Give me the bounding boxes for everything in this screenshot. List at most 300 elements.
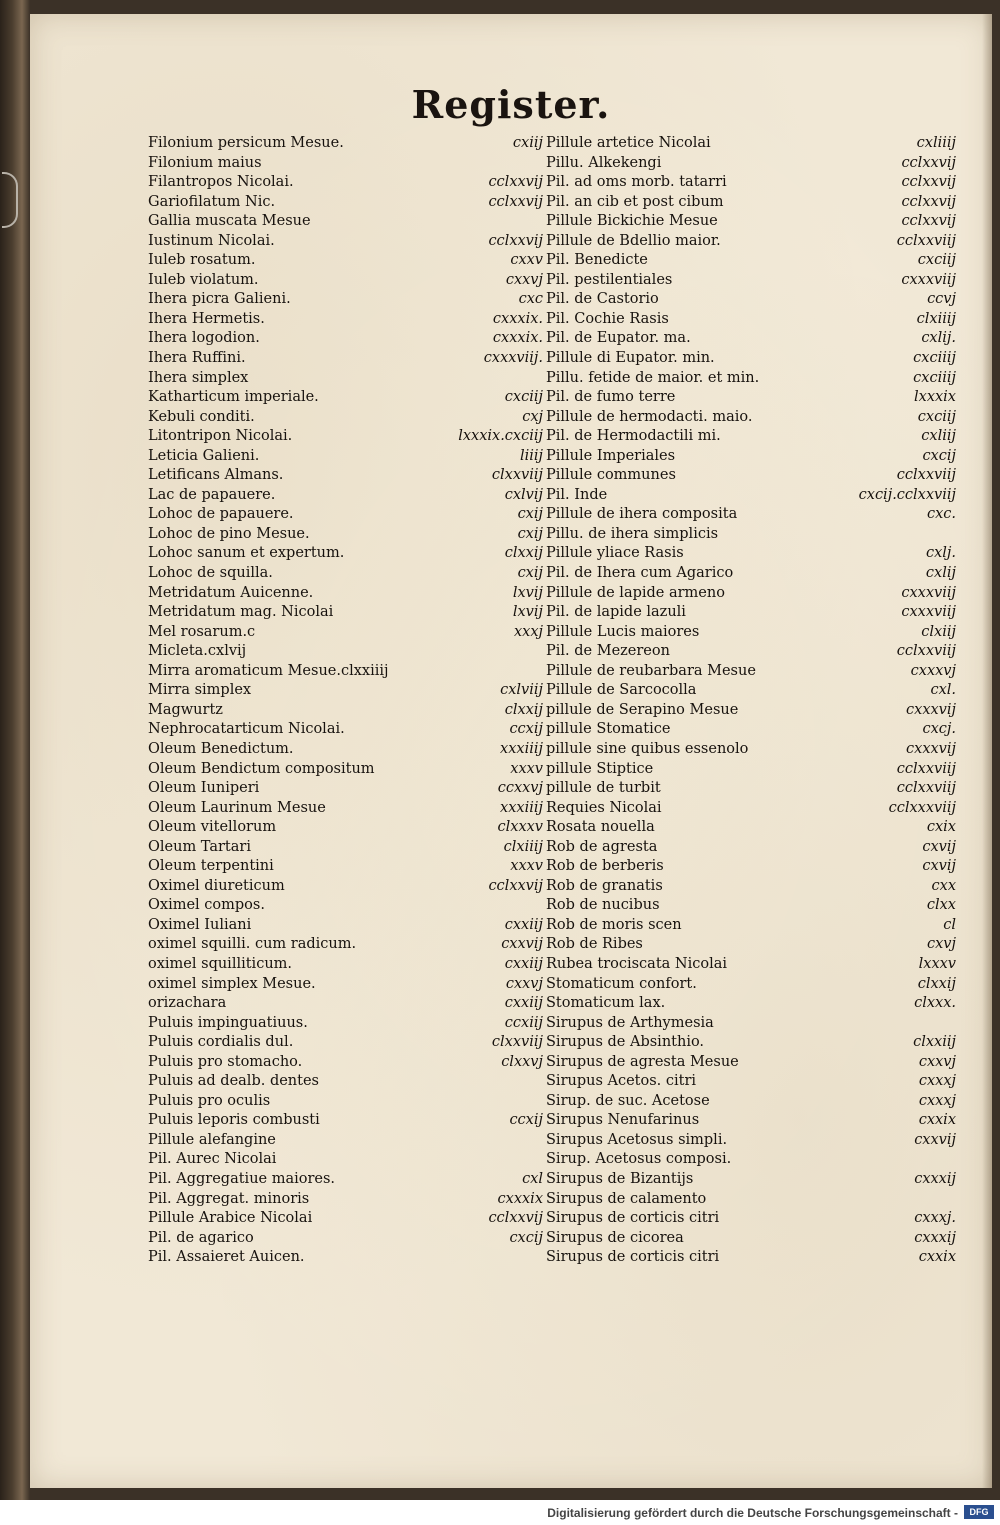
footer-bar	[0, 1500, 1000, 1525]
entry-folio-ref: cxliij	[921, 428, 956, 445]
entry-folio-ref: cxl	[522, 1170, 543, 1187]
entry-name: Pillule yliace Rasis	[546, 545, 684, 562]
entry-name: Puluis pro stomacho.	[148, 1053, 303, 1070]
entry-folio-ref: cclxxvij	[488, 193, 543, 210]
entry-name: Pil. de lapide lazuli	[546, 604, 686, 621]
register-entry	[546, 232, 956, 252]
entry-folio-ref: xxxiiij	[500, 799, 543, 816]
entry-name: Pillu. Alkekengi	[546, 154, 662, 171]
register-entry	[546, 1033, 956, 1053]
entry-folio-ref: cl	[943, 916, 956, 933]
entry-folio-ref: cclxxviij	[896, 232, 956, 249]
register-entry	[546, 623, 956, 643]
register-entry	[148, 1209, 543, 1229]
entry-name: Pil. Aggregatiue maiores.	[148, 1170, 336, 1187]
right-column	[546, 134, 956, 1268]
entry-name: Oleum Benedictum.	[148, 740, 294, 757]
entry-folio-ref: cxl.	[930, 682, 956, 699]
entry-name: Puluis leporis combusti	[148, 1112, 320, 1129]
entry-folio-ref: lxxxix.cxciij	[458, 428, 543, 445]
entry-folio-ref: cclxxviij	[896, 780, 956, 797]
register-entry	[148, 975, 543, 995]
entry-name: pillule sine quibus essenolo	[546, 740, 749, 757]
entry-folio-ref: cxxvij	[914, 1131, 956, 1148]
register-entry	[148, 1092, 543, 1112]
entry-name: Magwurtz	[148, 701, 223, 718]
entry-name: Lohoc de pino Mesue.	[148, 525, 310, 542]
entry-name: Pil. de Eupator. ma.	[546, 330, 691, 347]
register-entry	[148, 134, 543, 154]
register-entry	[546, 447, 956, 467]
entry-folio-ref: cxvij	[922, 838, 956, 855]
register-entry	[148, 760, 543, 780]
register-entry	[546, 329, 956, 349]
entry-name: Kebuli conditi.	[148, 408, 255, 425]
entry-name: Puluis impinguatiuus.	[148, 1014, 308, 1031]
entry-name: Mel rosarum.c	[148, 623, 256, 640]
register-entry	[546, 1053, 956, 1073]
register-entry	[148, 896, 543, 916]
register-entry	[148, 427, 543, 447]
entry-folio-ref: clxiij	[921, 623, 956, 640]
entry-folio-ref: clxxiij	[913, 1034, 956, 1051]
entry-folio-ref: cxxxij	[914, 1229, 956, 1246]
entry-name: pillule de Serapino Mesue	[546, 701, 739, 718]
register-entry	[148, 310, 543, 330]
entry-folio-ref: cclxxvij	[901, 193, 956, 210]
entry-name: Stomaticum lax.	[546, 995, 666, 1012]
register-entry	[546, 349, 956, 369]
register-entry	[546, 544, 956, 564]
entry-name: Sirup. Acetosus composi.	[546, 1151, 732, 1168]
register-entry	[148, 1131, 543, 1151]
entry-name: Pil. de agarico	[148, 1229, 254, 1246]
entry-folio-ref: cxxvj	[505, 271, 543, 288]
register-entry	[148, 994, 543, 1014]
entry-folio-ref: cxxxviij	[901, 271, 956, 288]
register-entry	[148, 701, 543, 721]
entry-name: Sirupus de Absinthio.	[546, 1034, 705, 1051]
entry-folio-ref: lxxxv	[918, 955, 956, 972]
entry-folio-ref: clxxviij	[491, 467, 543, 484]
entry-name: Pillule Imperiales	[546, 447, 676, 464]
entry-folio-ref: cxxxvij	[906, 740, 956, 757]
entry-name: Pillule alefangine	[148, 1131, 276, 1148]
entry-name: Pil. ad oms morb. tatarri	[546, 174, 727, 191]
entry-name: Pil. pestilentiales	[546, 271, 673, 288]
entry-folio-ref: cxcij.cclxxviij	[858, 486, 956, 503]
entry-folio-ref: cxxvj	[918, 1053, 956, 1070]
entry-name: Filonium maius	[148, 154, 262, 171]
entry-name: Pil. de Mezereon	[546, 643, 670, 660]
register-entry	[546, 173, 956, 193]
entry-name: Rob de Ribes	[546, 936, 643, 953]
entry-folio-ref: cxciiij	[913, 350, 956, 367]
entry-folio-ref: cxxix	[918, 1112, 956, 1129]
entry-folio-ref: cxxvj	[505, 975, 543, 992]
entry-folio-ref: cclxxviij	[896, 760, 956, 777]
entry-name: Puluis ad dealb. dentes	[148, 1073, 319, 1090]
register-entry	[546, 740, 956, 760]
entry-name: Sirupus de Bizantijs	[546, 1170, 694, 1187]
entry-name: Pil. Benedicte	[546, 252, 648, 269]
entry-folio-ref: cxxxix.	[492, 330, 543, 347]
register-entry	[546, 1150, 956, 1170]
dfg-logo: DFG	[964, 1505, 994, 1519]
entry-folio-ref: cxlviij	[500, 682, 543, 699]
entry-name: Oximel diureticum	[148, 877, 285, 894]
entry-folio-ref: cclxxvij	[901, 154, 956, 171]
register-entry	[546, 857, 956, 877]
entry-name: Rob de nucibus	[546, 897, 660, 914]
register-entry	[546, 1248, 956, 1268]
entry-folio-ref: clxxxv	[497, 819, 543, 836]
entry-folio-ref: clxiiij	[916, 310, 956, 327]
entry-folio-ref: cxciiij	[913, 369, 956, 386]
entry-name: Nephrocatarticum Nicolai.	[148, 721, 345, 738]
entry-folio-ref: cxc.	[926, 506, 956, 523]
entry-name: Filantropos Nicolai.	[148, 174, 294, 191]
register-entry	[546, 720, 956, 740]
entry-name: Lohoc de squilla.	[148, 565, 273, 582]
entry-name: Iuleb violatum.	[148, 271, 259, 288]
register-entry	[148, 935, 543, 955]
entry-name: Sirupus de corticis citri	[546, 1210, 720, 1227]
entry-name: oximel simplex Mesue.	[148, 975, 316, 992]
register-entry	[546, 896, 956, 916]
register-entry	[148, 799, 543, 819]
register-entry	[148, 857, 543, 877]
entry-name: Lohoc de papauere.	[148, 506, 294, 523]
entry-folio-ref: cxcij	[509, 1229, 543, 1246]
register-entry	[148, 369, 543, 389]
register-entry	[148, 1229, 543, 1249]
register-entry	[148, 212, 543, 232]
entry-name: Pillule Lucis maiores	[546, 623, 700, 640]
entry-name: Lohoc sanum et expertum.	[148, 545, 345, 562]
entry-name: Iustinum Nicolai.	[148, 232, 275, 249]
entry-name: Oximel Iuliani	[148, 916, 252, 933]
entry-folio-ref: clxxviij	[491, 1034, 543, 1051]
entry-folio-ref: cxxiij	[504, 916, 543, 933]
entry-folio-ref: cxxxvij	[906, 701, 956, 718]
register-entry	[546, 975, 956, 995]
entry-name: Gariofilatum Nic.	[148, 193, 276, 210]
register-entry	[546, 642, 956, 662]
entry-folio-ref: clxx	[926, 897, 956, 914]
entry-folio-ref: cxvj	[927, 936, 956, 953]
register-entry	[148, 838, 543, 858]
register-entry	[546, 760, 956, 780]
entry-name: Ihera picra Galieni.	[148, 291, 291, 308]
entry-name: Rob de granatis	[546, 877, 663, 894]
entry-name: Ihera simplex	[148, 369, 249, 386]
page-edge-shadow	[982, 14, 992, 1488]
entry-folio-ref: cxix	[926, 819, 956, 836]
entry-folio-ref: cxciij	[917, 252, 956, 269]
entry-folio-ref: cxxxj	[918, 1073, 956, 1090]
register-entry	[546, 1072, 956, 1092]
entry-folio-ref: cxcij	[922, 447, 956, 464]
register-entry	[148, 290, 543, 310]
entry-name: Pillule de lapide armeno	[546, 584, 725, 601]
register-entry	[148, 1111, 543, 1131]
entry-name: Pil. Aurec Nicolai	[148, 1151, 277, 1168]
entry-name: Pillule de Sarcocolla	[546, 682, 697, 699]
entry-folio-ref: cxx	[931, 877, 956, 894]
register-entry	[148, 1248, 543, 1268]
entry-name: Katharticum imperiale.	[148, 389, 319, 406]
entry-name: Pil. de Ihera cum Agarico	[546, 565, 734, 582]
entry-name: Pil. de Hermodactili mi.	[546, 428, 721, 445]
entry-name: Pil. Inde	[546, 486, 608, 503]
entry-name: Ihera Hermetis.	[148, 310, 265, 327]
entry-name: Leticia Galieni.	[148, 447, 260, 464]
entry-folio-ref: cxvij	[922, 858, 956, 875]
register-entry	[546, 584, 956, 604]
register-entry	[148, 329, 543, 349]
register-entry	[546, 408, 956, 428]
register-entry	[148, 193, 543, 213]
entry-name: Pil. de Castorio	[546, 291, 659, 308]
register-entry	[546, 1229, 956, 1249]
entry-name: Pillule de ihera composita	[546, 506, 738, 523]
entry-name: Gallia muscata Mesue	[148, 213, 311, 230]
entry-folio-ref: cxij	[517, 565, 543, 582]
entry-folio-ref: cxxv	[510, 252, 543, 269]
entry-name: Pillule di Eupator. min.	[546, 350, 715, 367]
entry-folio-ref: cxcj.	[922, 721, 956, 738]
entry-folio-ref: cxij	[517, 506, 543, 523]
entry-folio-ref: cclxxvij	[901, 174, 956, 191]
register-entry	[546, 1170, 956, 1190]
entry-folio-ref: cxj	[522, 408, 543, 425]
register-entry	[546, 193, 956, 213]
entry-folio-ref: cxxxviij.	[483, 350, 543, 367]
entry-name: oximel squilliticum.	[148, 955, 293, 972]
register-entry	[148, 1150, 543, 1170]
register-entry	[546, 1111, 956, 1131]
register-entry	[546, 955, 956, 975]
register-entry	[546, 427, 956, 447]
entry-name: Sirupus Acetosus simpli.	[546, 1131, 728, 1148]
register-entry	[148, 623, 543, 643]
register-entry	[546, 799, 956, 819]
register-entry	[546, 134, 956, 154]
entry-folio-ref: lxvij	[512, 584, 543, 601]
entry-name: Pillule artetice Nicolai	[546, 135, 711, 151]
entry-folio-ref: cxxxvj	[910, 662, 956, 679]
entry-folio-ref: cxiij	[512, 135, 543, 151]
entry-name: Ihera Ruffini.	[148, 350, 246, 367]
entry-name: Stomaticum confort.	[546, 975, 697, 992]
entry-name: Litontripon Nicolai.	[148, 428, 293, 445]
entry-name: Puluis pro oculis	[148, 1092, 271, 1109]
footer-credit: Digitalisierung gefördert durch die Deutsche Forschungsgemeinschaft -	[547, 1506, 958, 1520]
entry-name: Requies Nicolai	[546, 799, 662, 816]
entry-name: Pil. Aggregat. minoris	[148, 1190, 310, 1207]
entry-folio-ref: ccxij	[509, 1112, 543, 1129]
entry-folio-ref: lxvij	[512, 604, 543, 621]
register-entry	[148, 525, 543, 545]
entry-name: Mirra aromaticum Mesue.clxxiiij	[148, 662, 389, 679]
register-entry	[148, 916, 543, 936]
register-entry	[546, 525, 956, 545]
entry-folio-ref: cclxxvij	[488, 232, 543, 249]
entry-name: Pillule communes	[546, 467, 676, 484]
entry-folio-ref: cclxxxviij	[888, 799, 956, 816]
entry-name: Pillule Bickichie Mesue	[546, 213, 718, 230]
entry-folio-ref: cxxiij	[504, 995, 543, 1012]
register-entry	[148, 740, 543, 760]
entry-name: orizachara	[148, 995, 227, 1012]
entry-name: Oximel compos.	[148, 897, 265, 914]
entry-name: Metridatum mag. Nicolai	[148, 604, 334, 621]
entry-name: Pillule Arabice Nicolai	[148, 1210, 313, 1227]
register-entry	[148, 388, 543, 408]
entry-folio-ref: clxiiij	[503, 838, 543, 855]
entry-folio-ref: clxxij	[504, 701, 543, 718]
entry-name: pillule Stiptice	[546, 760, 654, 777]
entry-folio-ref: xxxiiij	[500, 740, 543, 757]
entry-name: pillule Stomatice	[546, 721, 671, 738]
entry-name: Filonium persicum Mesue.	[148, 135, 344, 151]
entry-folio-ref: cclxxvij	[488, 174, 543, 191]
register-entry	[546, 290, 956, 310]
entry-name: Sirupus de calamento	[546, 1190, 707, 1207]
entry-folio-ref: xxxv	[510, 760, 543, 777]
entry-folio-ref: clxxij	[917, 975, 956, 992]
entry-folio-ref: cxxxviij	[901, 604, 956, 621]
entry-name: Rob de moris scen	[546, 916, 682, 933]
register-entry	[148, 955, 543, 975]
entry-name: Pillule de Bdellio maior.	[546, 232, 721, 249]
register-entry	[546, 877, 956, 897]
entry-folio-ref: clxxij	[504, 545, 543, 562]
register-entry	[546, 701, 956, 721]
register-entry	[148, 1053, 543, 1073]
entry-folio-ref: cxxxij	[914, 1170, 956, 1187]
entry-folio-ref: cxxxviij	[901, 584, 956, 601]
entry-folio-ref: cxlj.	[925, 545, 956, 562]
register-entry	[148, 779, 543, 799]
entry-folio-ref: clxxx.	[914, 995, 956, 1012]
entry-folio-ref: cxxxix.	[492, 310, 543, 327]
register-entry	[148, 232, 543, 252]
register-entry	[546, 1014, 956, 1034]
register-entry	[148, 603, 543, 623]
entry-folio-ref: lxxxix	[914, 389, 956, 406]
register-entry	[148, 408, 543, 428]
entry-folio-ref: ccxij	[509, 721, 543, 738]
register-entry	[546, 369, 956, 389]
register-entry	[148, 877, 543, 897]
entry-folio-ref: ccxxvj	[497, 780, 543, 797]
register-entry	[148, 486, 543, 506]
entry-folio-ref: cxxix	[918, 1249, 956, 1266]
entry-folio-ref: cclxxviij	[896, 467, 956, 484]
register-entry	[546, 1190, 956, 1210]
entry-name: Ihera logodion.	[148, 330, 260, 347]
register-entry	[148, 251, 543, 271]
register-entry	[148, 642, 543, 662]
entry-name: Pillule de reubarbara Mesue	[546, 662, 756, 679]
register-entry	[546, 779, 956, 799]
register-entry	[148, 1014, 543, 1034]
entry-name: Pillu. fetide de maior. et min.	[546, 369, 760, 386]
entry-folio-ref: cclxxvij	[488, 877, 543, 894]
register-entry	[546, 564, 956, 584]
register-entry	[148, 720, 543, 740]
entry-name: Pil. Assaieret Auicen.	[148, 1249, 305, 1266]
entry-name: Pillu. de ihera simplicis	[546, 525, 719, 542]
register-entry	[546, 486, 956, 506]
entry-name: Lac de papauere.	[148, 486, 276, 503]
entry-name: Mirra simplex	[148, 682, 252, 699]
entry-name: Pil. Cochie Rasis	[546, 310, 669, 327]
book-clasp	[2, 172, 18, 228]
book-page	[30, 14, 992, 1488]
entry-name: Sirupus Acetos. citri	[546, 1073, 697, 1090]
register-entry	[148, 564, 543, 584]
entry-name: Sirupus de cicorea	[546, 1229, 684, 1246]
entry-folio-ref: xxxv	[510, 858, 543, 875]
entry-folio-ref: cclxxvij	[901, 213, 956, 230]
entry-name: Sirup. de suc. Acetose	[546, 1092, 710, 1109]
entry-name: Micleta.cxlvij	[148, 643, 247, 660]
entry-folio-ref: clxxvj	[501, 1053, 543, 1070]
register-entry	[148, 584, 543, 604]
entry-folio-ref: cxxxix	[497, 1190, 543, 1207]
entry-name: Pil. de fumo terre	[546, 389, 676, 406]
entry-folio-ref: ccvj	[927, 291, 956, 308]
register-entry	[546, 466, 956, 486]
register-entry	[148, 662, 543, 682]
register-entry	[148, 505, 543, 525]
entry-name: Letificans Almans.	[148, 467, 284, 484]
register-entry	[546, 310, 956, 330]
entry-name: Puluis cordialis dul.	[148, 1034, 294, 1051]
left-column	[148, 134, 543, 1268]
entry-folio-ref: cxxvij	[501, 936, 543, 953]
entry-name: Rob de agresta	[546, 838, 658, 855]
entry-folio-ref: cxlij	[925, 565, 956, 582]
register-entry	[148, 349, 543, 369]
entry-name: Oleum Tartari	[148, 838, 251, 855]
entry-name: Iuleb rosatum.	[148, 252, 256, 269]
entry-folio-ref: cxlvij	[504, 486, 543, 503]
entry-folio-ref: cxxxj.	[914, 1210, 956, 1227]
register-entry	[546, 916, 956, 936]
entry-name: Sirupus de Arthymesia	[546, 1014, 714, 1031]
entry-folio-ref: cxij	[517, 525, 543, 542]
entry-folio-ref: liiij	[519, 447, 543, 464]
register-entry	[148, 1190, 543, 1210]
entry-folio-ref: xxxj	[513, 623, 543, 640]
entry-folio-ref: ccxiij	[504, 1014, 543, 1031]
entry-folio-ref: cxciij	[917, 408, 956, 425]
register-entry	[148, 173, 543, 193]
entry-name: Metridatum Auicenne.	[148, 584, 314, 601]
entry-name: Rosata nouella	[546, 819, 655, 836]
register-entry	[546, 838, 956, 858]
register-entry	[546, 935, 956, 955]
entry-name: oximel squilli. cum radicum.	[148, 936, 357, 953]
register-entry	[546, 505, 956, 525]
entry-folio-ref: cxxxj	[918, 1092, 956, 1109]
register-entry	[546, 818, 956, 838]
register-entry	[148, 1170, 543, 1190]
